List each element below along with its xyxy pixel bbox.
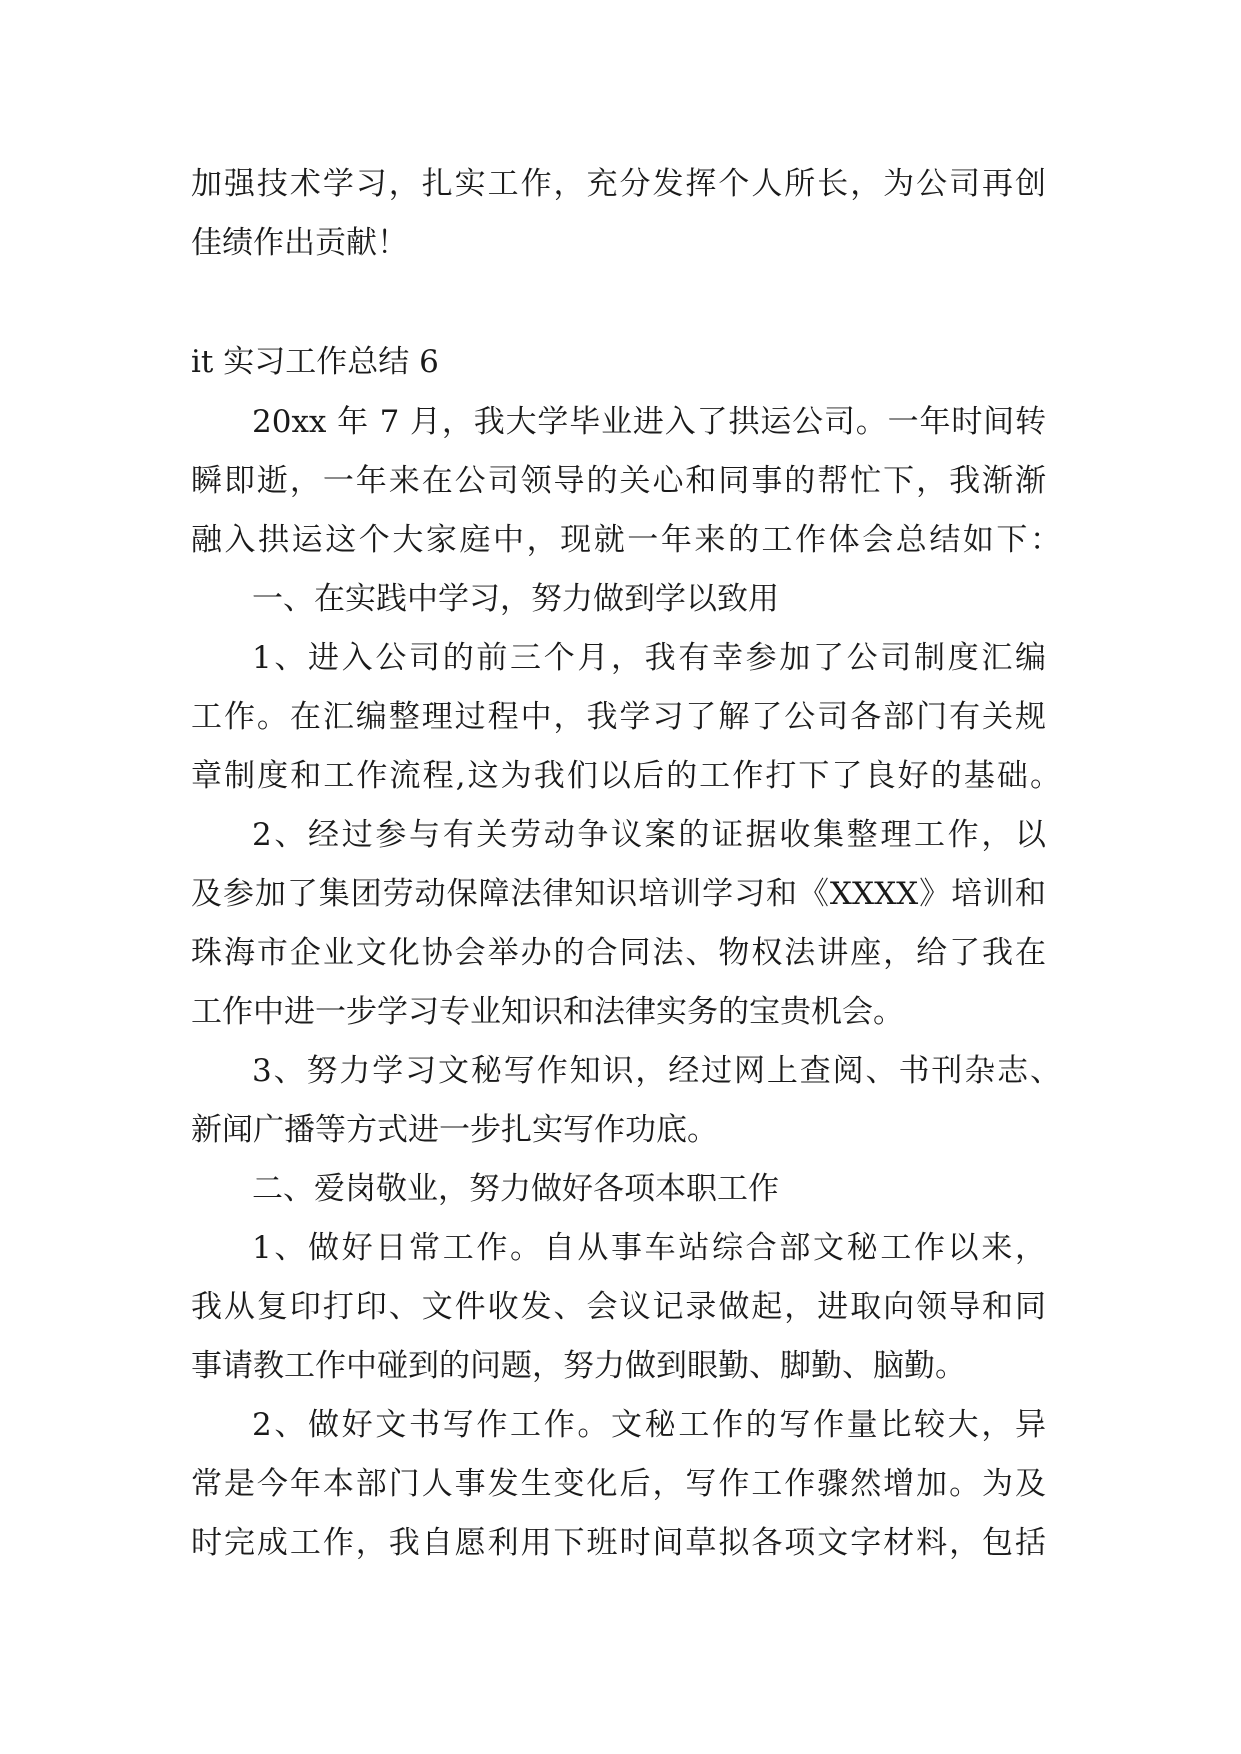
paragraph-line: 20xx 年 7 月，我大学毕业进入了拱运公司。一年时间转 (252, 404, 1046, 440)
paragraph-line: 加强技术学习，扎实工作，充分发挥个人所长，为公司再创 (191, 166, 1046, 202)
paragraph-line: 及参加了集团劳动保障法律知识培训学习和《XXXX》培训和 (191, 876, 1046, 912)
paragraph-line: 时完成工作，我自愿利用下班时间草拟各项文字材料，包括 (191, 1525, 1046, 1561)
paragraph-line: 常是今年本部门人事发生变化后，写作工作骤然增加。为及 (191, 1466, 1046, 1502)
paragraph-line: 工作。在汇编整理过程中，我学习了解了公司各部门有关规 (191, 699, 1046, 735)
paragraph-line: 佳绩作出贡献！ (191, 225, 408, 261)
paragraph-line: 珠海市企业文化协会举办的合同法、物权法讲座，给了我在 (191, 935, 1046, 971)
paragraph-line: 新闻广播等方式进一步扎实写作功底。 (191, 1112, 718, 1148)
paragraph-line: 章制度和工作流程,这为我们以后的工作打下了良好的基础。 (191, 758, 1061, 794)
paragraph-line: 工作中进一步学习专业知识和法律实务的宝贵机会。 (191, 994, 904, 1030)
section-heading: it 实习工作总结 6 (191, 344, 439, 380)
paragraph-line: 瞬即逝，一年来在公司领导的关心和同事的帮忙下，我渐渐 (191, 463, 1046, 499)
subheading: 一、在实践中学习，努力做到学以致用 (252, 581, 779, 617)
paragraph-line: 我从复印打印、文件收发、会议记录做起，进取向领导和同 (191, 1289, 1046, 1325)
paragraph-line: 1、进入公司的前三个月，我有幸参加了公司制度汇编 (252, 640, 1046, 676)
paragraph-line: 融入拱运这个大家庭中，现就一年来的工作体会总结如下： (191, 522, 1061, 558)
paragraph-line: 2、经过参与有关劳动争议案的证据收集整理工作，以 (252, 817, 1046, 853)
paragraph-line: 1、做好日常工作。自从事车站综合部文秘工作以来， (252, 1230, 1046, 1266)
subheading: 二、爱岗敬业，努力做好各项本职工作 (252, 1171, 779, 1207)
paragraph-line: 3、努力学习文秘写作知识，经过网上查阅、书刊杂志、 (252, 1053, 1061, 1089)
paragraph-line: 2、做好文书写作工作。文秘工作的写作量比较大，异 (252, 1407, 1046, 1443)
paragraph-line: 事请教工作中碰到的问题，努力做到眼勤、脚勤、脑勤。 (191, 1348, 966, 1384)
